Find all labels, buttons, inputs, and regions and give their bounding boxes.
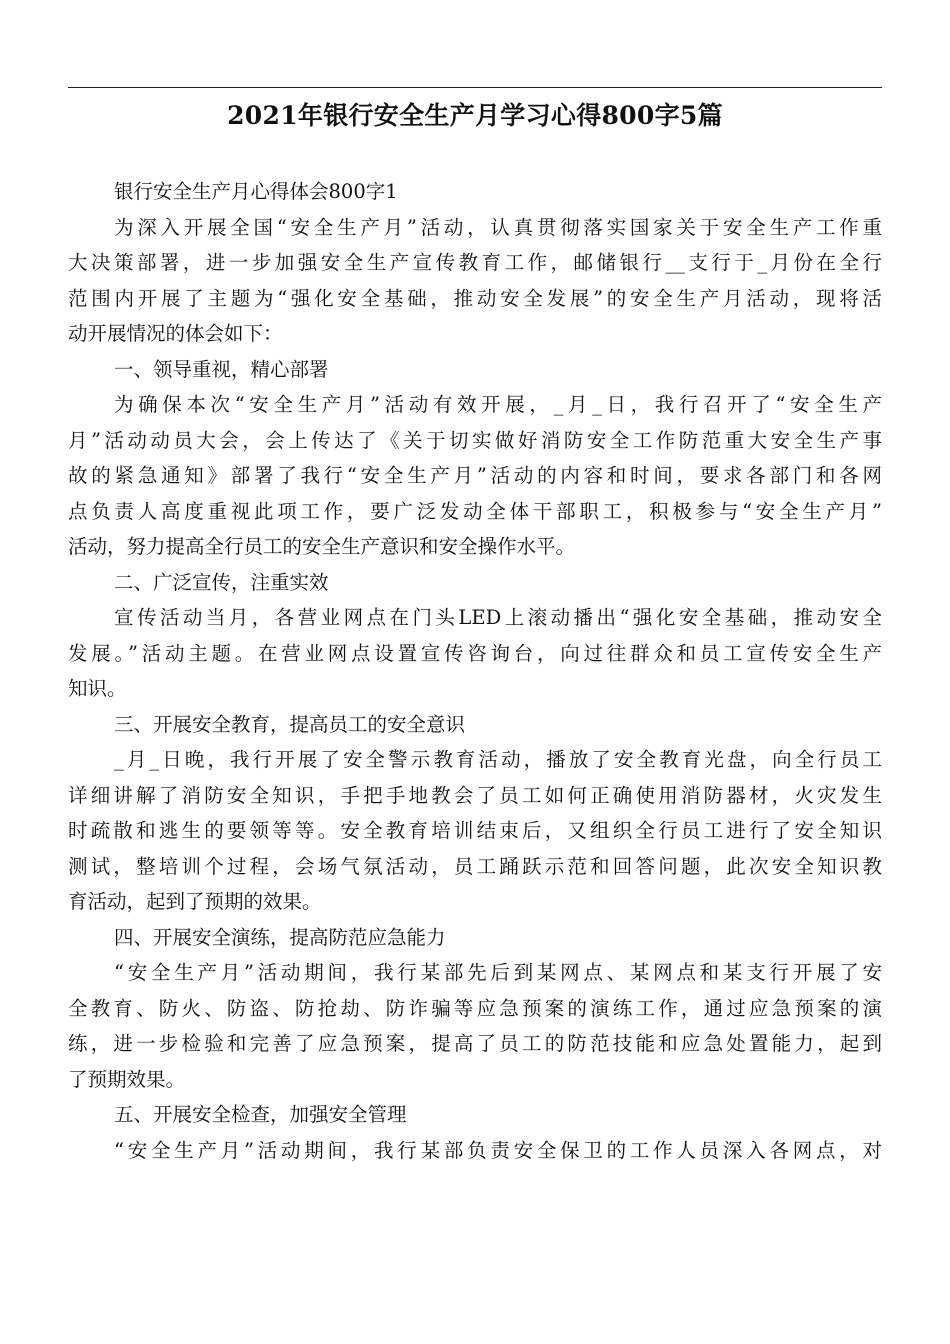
paragraph-line: 知识。	[68, 677, 127, 700]
paragraph-line: 月”活动动员大会，会上传达了《关于切实做好消防安全工作防范重大安全生产事	[68, 428, 882, 452]
section-subtitle: 银行安全生产月心得体会800字1	[114, 180, 398, 203]
paragraph-line: 发展。”活动主题。在营业网点设置宣传咨询台，向过往群众和员工宣传安全生产	[68, 641, 882, 665]
paragraph-line: 活动，努力提高全行员工的安全生产意识和安全操作水平。	[68, 535, 576, 558]
paragraph-line: “安全生产月”活动期间，我行某部先后到某网点、某网点和某支行开展了安	[114, 961, 882, 984]
document-title: 2021年银行安全生产月学习心得800字5篇	[227, 101, 723, 130]
section-heading: 二、广泛宣传，注重实效	[114, 570, 329, 594]
paragraph-line: 育活动，起到了预期的效果。	[68, 890, 322, 913]
paragraph-line: _月_日晚，我行开展了安全警示教育活动，播放了安全教育光盘，向全行员工	[114, 748, 882, 771]
paragraph-line: 宣传活动当月，各营业网点在门头LED上滚动播出“强化安全基础，推动安全	[114, 606, 882, 629]
paragraph-line: 练，进一步检验和完善了应急预案，提高了员工的防范技能和应急处置能力，起到	[68, 1032, 882, 1055]
paragraph-line: 故的紧急通知》部署了我行“安全生产月”活动的内容和时间，要求各部门和各网	[68, 464, 882, 487]
paragraph-line: 为确保本次“安全生产月”活动有效开展，_月_日，我行召开了“安全生产	[114, 393, 882, 416]
paragraph-line: “安全生产月”活动期间，我行某部负责安全保卫的工作人员深入各网点，对	[114, 1138, 882, 1162]
paragraph-line: 全教育、防火、防盗、防抢劫、防诈骗等应急预案的演练工作，通过应急预案的演	[68, 996, 882, 1020]
section-heading: 三、开展安全教育，提高员工的安全意识	[114, 712, 466, 736]
header-rule	[68, 87, 882, 88]
paragraph-line: 测试，整培训个过程，会场气氛活动，员工踊跃示范和回答问题，此次安全知识教	[68, 854, 882, 878]
document-body	[68, 174, 882, 1168]
paragraph-line: 范围内开展了主题为“强化安全基础，推动安全发展”的安全生产月活动，现将活	[68, 286, 882, 310]
paragraph-line: 了预期效果。	[68, 1067, 186, 1091]
paragraph-line: 动开展情况的体会如下：	[68, 322, 283, 345]
section-heading: 五、开展安全检查，加强安全管理	[114, 1103, 407, 1126]
section-heading: 四、开展安全演练，提高防范应急能力	[114, 925, 446, 949]
paragraph-line: 大决策部署，进一步加强安全生产宣传教育工作，邮储银行__支行于_月份在全行	[68, 251, 882, 274]
section-heading: 一、领导重视，精心部署	[114, 357, 329, 381]
paragraph-line: 点负责人高度重视此项工作，要广泛发动全体干部职工，积极参与“安全生产月”	[68, 499, 882, 523]
paragraph-line: 时疏散和逃生的要领等等。安全教育培训结束后，又组织全行员工进行了安全知识	[68, 819, 882, 842]
paragraph-line: 为深入开展全国“安全生产月”活动，认真贯彻落实国家关于安全生产工作重	[114, 215, 882, 239]
paragraph-line: 详细讲解了消防安全知识，手把手地教会了员工如何正确使用消防器材，火灾发生	[68, 783, 882, 807]
